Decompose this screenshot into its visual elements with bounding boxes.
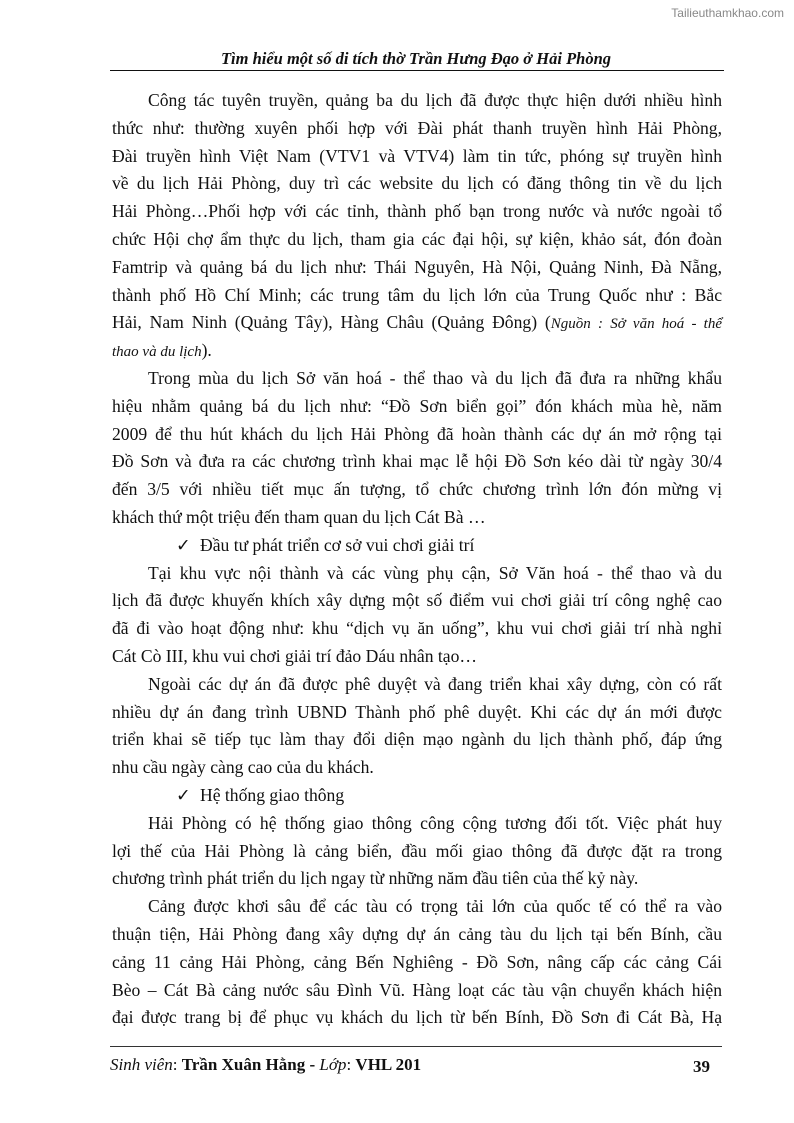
text-line [112, 337, 722, 365]
text-line: Cát Cò III, khu vui chơi giải trí đảo Dáu nhân tạo… [112, 645, 478, 666]
page-number: 39 [693, 1057, 710, 1076]
student-label: Sinh viên [110, 1055, 173, 1074]
text-line: hiệu nhằm quảng bá du lịch như: “Đồ Sơn biển gọi” đón khách mùa hè, năm [112, 395, 722, 416]
text-line: thức như: thường xuyên phối hợp với Đài phát thanh truyền hình Hải Phòng, [112, 117, 722, 138]
text-line: chương trình phát triển du lịch ngay từ những năm đầu tiên của thế kỷ này. [112, 868, 639, 889]
text-line: đã đi vào hoạt động như: khu “dịch vụ ăn uống”, khu vui chơi giải trí nhà nghỉ [112, 618, 722, 639]
text-line: Đài truyền hình Việt Nam (VTV1 và VTV4) làm tin tức, phóng sự truyền hình [112, 145, 722, 166]
text-line: thành phố Hồ Chí Minh; các trung tâm du lịch lớn của Trung Quốc như : Bắc [112, 284, 722, 305]
page-header-title: Tìm hiểu một số di tích thờ Trần Hưng Đạo ở Hải Phòng [220, 49, 612, 68]
text-line: Cảng được khơi sâu để các tàu có trọng tải lớn của quốc tế có thể ra vào [148, 896, 722, 917]
paragraph-entertainment [112, 560, 722, 671]
checkmark-icon: ✓ [176, 534, 191, 555]
paragraph-transport [112, 810, 722, 893]
checklist-label: Đầu tư phát triển cơ sở vui chơi giải trí [200, 534, 475, 555]
text-line: nhu cầu ngày càng cao của du khách. [112, 757, 374, 778]
checklist-label: Hệ thống giao thông [200, 784, 345, 805]
text-line: Ngoài các dự án đã được phê duyệt và đang triển khai xây dựng, còn có rất [148, 673, 722, 694]
text-line: Đồ Sơn và đưa ra các chương trình khai mạc lễ hội Đồ Sơn kéo dài từ ngày 30/4 [112, 451, 722, 472]
text-line: về du lịch Hải Phòng, duy trì các website du lịch có đăng thông tin về du lịch [112, 173, 722, 194]
checkmark-icon: ✓ [176, 784, 191, 805]
text-segment: Hải, Nam Ninh (Quảng Tây), Hàng Châu (Quảng Đông) ( [112, 312, 551, 333]
watermark: Tailieuthamkhao.com [671, 6, 784, 20]
class-label: Lớp [319, 1055, 347, 1074]
text-line: chức Hội chợ ẩm thực du lịch, tham gia các đại hội, sự kiện, khảo sát, đón đoàn [112, 228, 722, 249]
text-line: Trong mùa du lịch Sở văn hoá - thể thao và du lịch đã đưa ra những khẩu [148, 367, 722, 388]
checklist-item-transport [112, 782, 722, 810]
text-line: triển khai sẽ tiếp tục làm thay đổi diện mạo ngành du lịch thành phố, đáp ứng [112, 729, 722, 750]
source-citation: thao và du lịch [112, 344, 202, 361]
class-name: VHL 201 [355, 1055, 422, 1074]
text-line: Tại khu vực nội thành và các vùng phụ cận, Sở Văn hoá - thể thao và du [148, 562, 722, 583]
text-line: cảng 11 cảng Hải Phòng, cảng Bến Nghiêng - Đồ Sơn, nâng cấp các cảng Cái [112, 951, 722, 972]
checklist-item-entertainment [112, 532, 722, 560]
text-segment: ). [201, 340, 212, 361]
page-footer: Sinh viên: Trần Xuân Hằng - Lớp: VHL 201 39 [110, 1055, 710, 1076]
document-body [112, 87, 722, 1032]
paragraph-slogan [112, 365, 722, 532]
text-line: Hải Phòng…Phối hợp với các tỉnh, thành phố bạn trong nước và nước ngoài tổ [112, 201, 722, 222]
text-line: đại được trang bị để phục vụ khách du lịch từ bến Bính, Đồ Sơn đi Cát Bà, Hạ [112, 1007, 722, 1028]
text-line: lợi thế của Hải Phòng là cảng biển, đầu mối giao thông đã được đặt ra trong [112, 840, 722, 861]
footer-divider [110, 1046, 722, 1047]
text-line: đến 3/5 với nhiều tiết mục ấn tượng, tổ chức chương trình lớn đón mừng vị [112, 479, 722, 500]
paragraph-promotion [112, 87, 722, 365]
paragraph-ports [112, 893, 722, 1032]
text-line: lịch đã được khuyến khích xây dựng một số điểm vui chơi giải trí công nghệ cao [112, 590, 722, 611]
text-line: Hải Phòng có hệ thống giao thông công cộng tương đối tốt. Việc phát huy [148, 812, 722, 833]
header-divider [110, 70, 724, 71]
text-line: nhiều dự án đang trình UBND Thành phố phê duyệt. Khi các dự án mới được [112, 701, 722, 722]
source-citation: Nguồn : Sở văn hoá - thể [550, 316, 723, 333]
text-line: Famtrip và quảng bá du lịch như: Thái Nguyên, Hà Nội, Quảng Ninh, Đà Nẵng, [112, 256, 722, 277]
student-name: Trần Xuân Hằng [181, 1055, 306, 1074]
text-line [112, 309, 722, 337]
text-line: Công tác tuyên truyền, quảng ba du lịch đã được thực hiện dưới nhiều hình [148, 90, 722, 110]
text-line: Bèo – Cát Bà cảng nước sâu Đình Vũ. Hàng loạt các tàu vận chuyển khách hiện [112, 979, 722, 1000]
text-line: khách thứ một triệu đến tham quan du lịch Cát Bà … [112, 506, 486, 527]
text-line: thuận tiện, Hải Phòng đang xây dựng dự án cảng tàu du lịch tại bến Bính, cầu [112, 923, 722, 944]
text-line: 2009 để thu hút khách du lịch Hải Phòng đã hoàn thành các dự án mở rộng tại [112, 423, 722, 444]
paragraph-projects [112, 671, 722, 782]
